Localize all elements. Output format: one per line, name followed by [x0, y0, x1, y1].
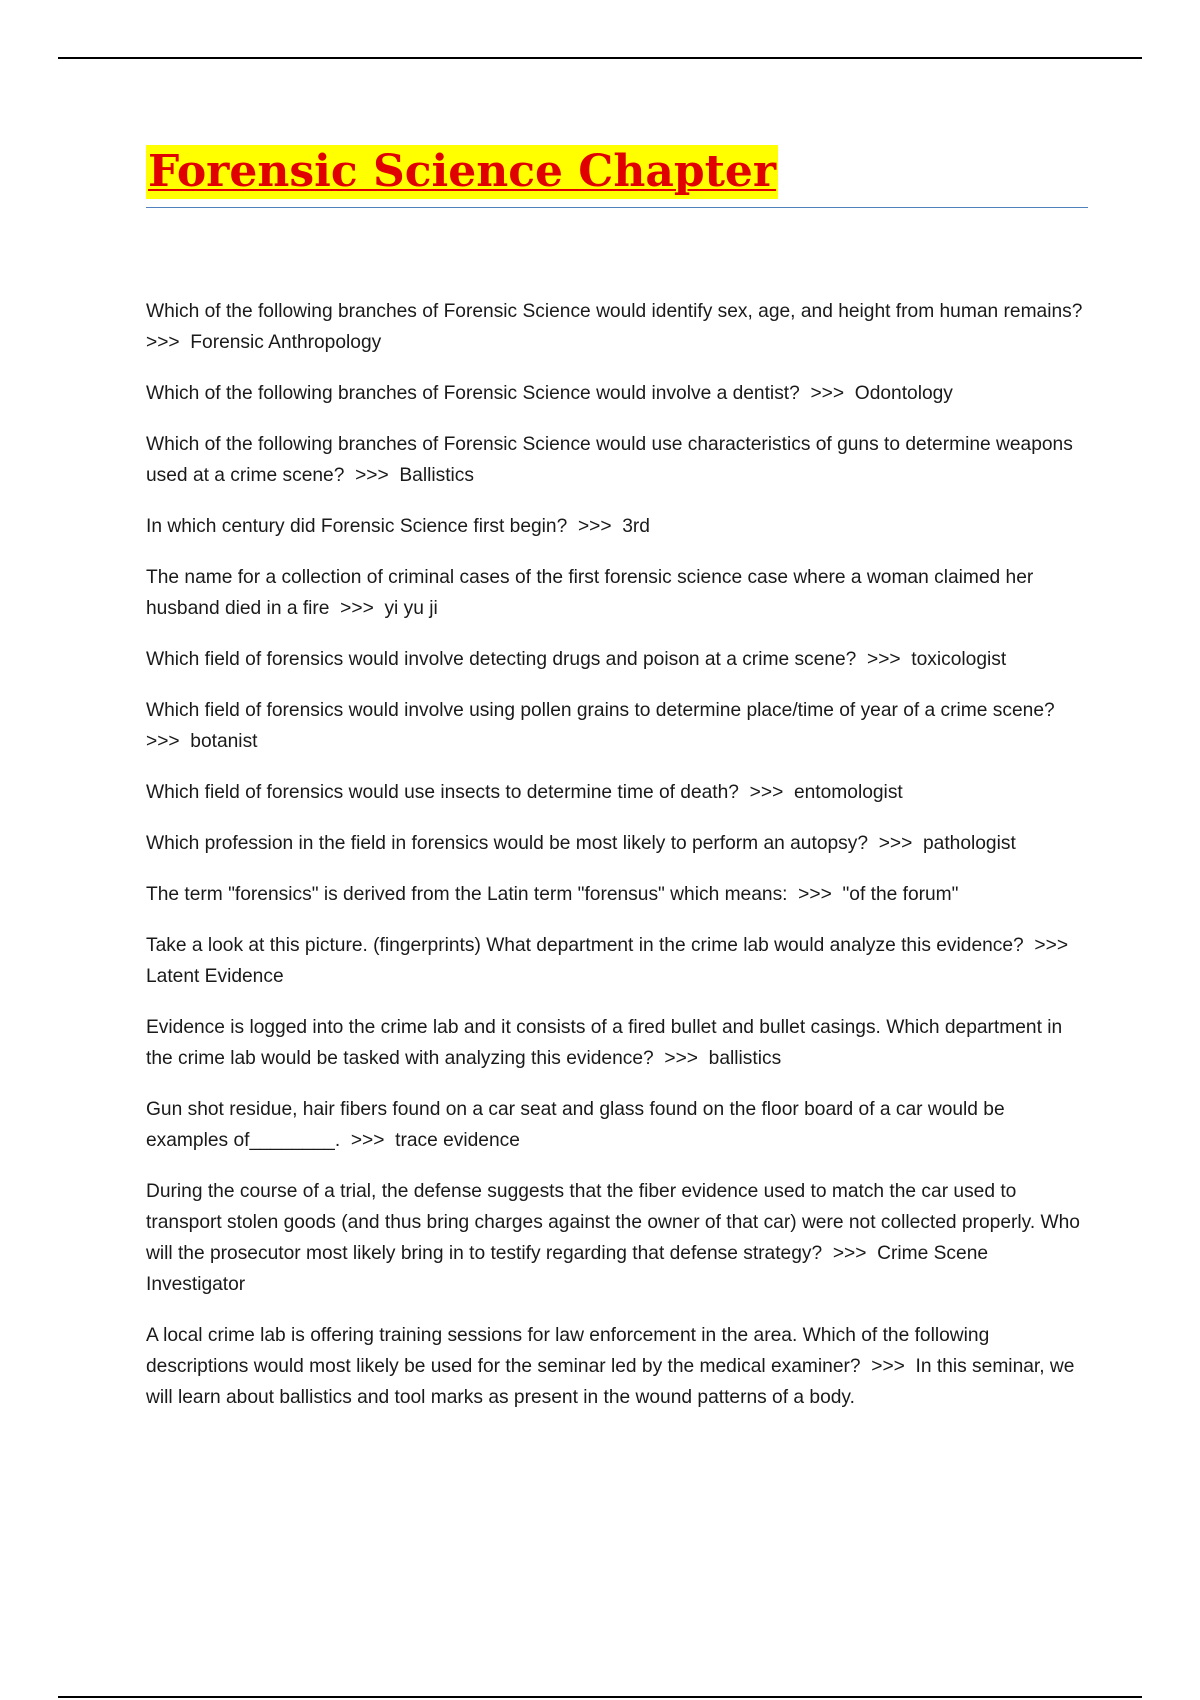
qa-item [146, 930, 1091, 992]
qa-item [146, 1320, 1091, 1413]
qa-item [146, 511, 1091, 542]
footer-rule [58, 1696, 1142, 1698]
question-text: Which field of forensics would involve using pollen grains to determine place/time of year of a crime scene? [146, 700, 1055, 721]
question-text: The name for a collection of criminal cases of the first forensic science case where a woman claimed her husband died in a fire [146, 567, 1034, 619]
answer-separator: >>> [340, 598, 374, 619]
answer-text: Forensic Anthropology [190, 332, 382, 353]
answer-text: toxicologist [911, 649, 1007, 670]
qa-item [146, 429, 1091, 491]
answer-text: Ballistics [399, 465, 474, 486]
answer-separator: >>> [867, 649, 901, 670]
question-text: Which field of forensics would use insects to determine time of death? [146, 782, 739, 803]
answer-separator: >>> [878, 833, 913, 854]
qa-item [146, 296, 1091, 358]
qa-item [146, 378, 1091, 409]
answer-separator: >>> [810, 383, 845, 404]
answer-text: yi yu ji [384, 598, 438, 619]
answer-text: 3rd [622, 516, 650, 537]
qa-item [146, 1094, 1091, 1156]
answer-text: "of the forum" [842, 884, 959, 905]
answer-separator: >>> [832, 1243, 867, 1264]
qa-list [146, 296, 1091, 1433]
question-text: Gun shot residue, hair fibers found on a car seat and glass found on the floor board of a car would be examples of________. [146, 1099, 1005, 1151]
answer-separator: >>> [749, 782, 784, 803]
question-text: The term "forensics" is derived from the Latin term "forensus" which means: [146, 884, 788, 905]
question-text: Which of the following branches of Forensic Science would involve a dentist? [146, 383, 800, 404]
answer-separator: >>> [1034, 935, 1069, 956]
answer-text: Odontology [854, 383, 953, 404]
question-text: Which profession in the field in forensics would be most likely to perform an autopsy? [146, 833, 869, 854]
answer-text: Crime Scene Investigator [146, 1243, 989, 1295]
qa-item [146, 562, 1091, 624]
answer-text: entomologist [793, 782, 903, 803]
answer-text: trace evidence [395, 1130, 520, 1151]
qa-item [146, 777, 1091, 808]
question-text: During the course of a trial, the defense suggests that the fiber evidence used to match the car used to transport stolen goods (and thus bring charges against the owner of that car) were not collected properly. Who will the prosecutor most likely bring in to testify regarding that defense strategy? [146, 1181, 1080, 1264]
qa-item [146, 1012, 1091, 1074]
title-block [146, 145, 1088, 208]
qa-item [146, 879, 1091, 910]
answer-text: ballistics [708, 1048, 782, 1069]
question-text: Evidence is logged into the crime lab and it consists of a fired bullet and bullet casings. Which department in the crime lab would be tasked with analyzing this evidence? [146, 1017, 1063, 1069]
qa-item [146, 828, 1091, 859]
answer-separator: >>> [355, 465, 389, 486]
answer-separator: >>> [871, 1356, 905, 1377]
question-text: Which of the following branches of Forensic Science would use characteristics of guns to determine weapons used at a crime scene? [146, 434, 1073, 486]
answer-separator: >>> [577, 516, 612, 537]
answer-text: pathologist [922, 833, 1016, 854]
answer-text: In this seminar, we will learn about ballistics and tool marks as present in the wound patterns of a body. [146, 1356, 1075, 1408]
answer-text: botanist [190, 731, 258, 752]
page-title: Forensic Science Chapter [148, 146, 777, 197]
question-text: Take a look at this picture. (fingerprints) What department in the crime lab would analyze this evidence? [146, 935, 1024, 956]
qa-item [146, 1176, 1091, 1300]
answer-separator: >>> [146, 332, 180, 353]
qa-item [146, 644, 1091, 675]
qa-item [146, 695, 1091, 757]
question-text: In which century did Forensic Science first begin? [146, 516, 568, 537]
question-text: A local crime lab is offering training sessions for law enforcement in the area. Which of the following descriptions would most likely be used for the seminar led by the medical examiner? [146, 1325, 990, 1377]
answer-text: Latent Evidence [146, 966, 284, 987]
answer-separator: >>> [146, 731, 180, 752]
answer-separator: >>> [350, 1130, 385, 1151]
answer-separator: >>> [798, 884, 832, 905]
question-text: Which of the following branches of Forensic Science would identify sex, age, and height from human remains? [146, 301, 1083, 322]
header-rule [58, 57, 1142, 59]
answer-separator: >>> [664, 1048, 698, 1069]
question-text: Which field of forensics would involve detecting drugs and poison at a crime scene? [146, 649, 857, 670]
